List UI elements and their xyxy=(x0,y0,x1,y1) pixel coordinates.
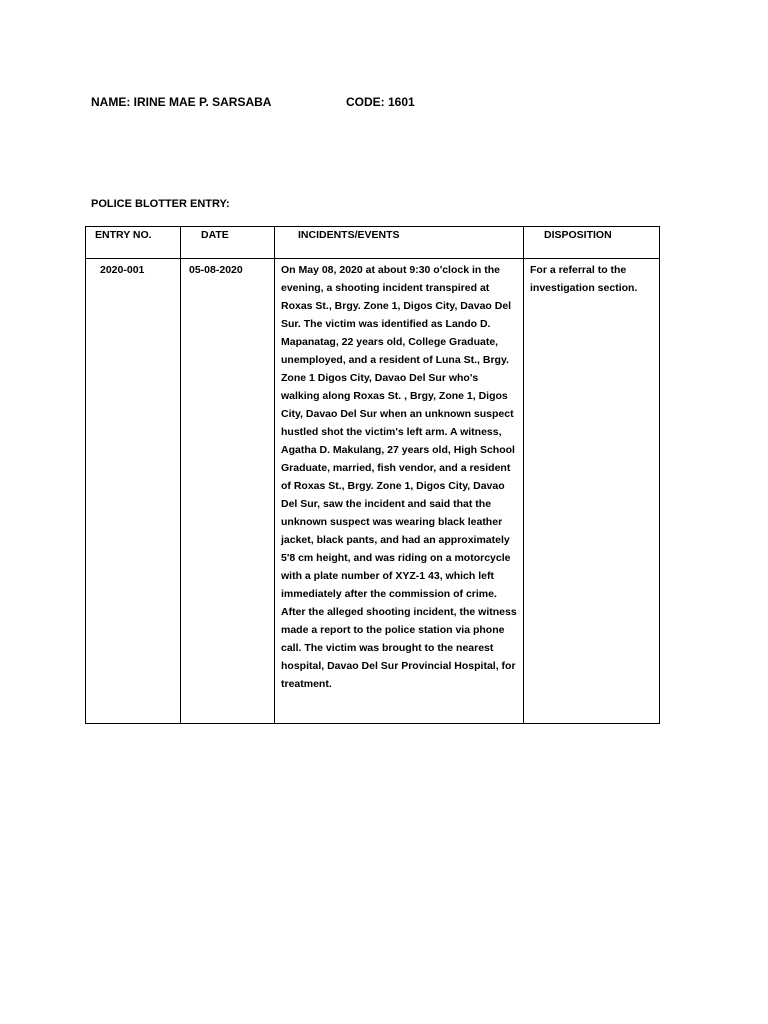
column-header-label: DISPOSITION xyxy=(544,229,612,241)
code-label: CODE: 1601 xyxy=(346,95,415,109)
cell-entry-no xyxy=(86,259,181,724)
column-header-entry-no xyxy=(86,227,181,259)
name-label: NAME: IRINE MAE P. SARSABA xyxy=(91,95,272,109)
police-blotter-table xyxy=(85,226,660,724)
table-header-row xyxy=(86,227,660,259)
incident-text: On May 08, 2020 at about 9:30 o'clock in the evening, a shooting incident transpired at Roxas St., Brgy. Zone 1, Digos City, Davao Del Sur. The victim was identified as Lando D. Mapanatag, 22 years old, College Graduate, unemployed, and a resident of Luna St., Brgy. Zone 1 Digos City, Davao Del Sur who's walking along Roxas St. , Brgy, Zone 1, Digos City, Davao Del Sur when an unknown suspect hustled shot the victim's left arm. A witness, Agatha D. Makulang, 27 years old, High School Graduate, married, fish vendor, and a resident of Roxas St., Brgy. Zone 1, Digos City, Davao Del Sur, saw the incident and said that the unknown suspect was wearing black leather jacket, black pants, and had an approximately 5'8 cm height, and was riding on a motorcycle with a plate number of XYZ-1 43, which left immediately after the commission of crime. After the alleged shooting incident, the witness made a report to the police station via phone call. The victim was brought to the nearest hospital, Davao Del Sur Provincial Hospital, for treatment. xyxy=(281,264,517,690)
disposition-text: For a referral to the investigation section. xyxy=(530,264,638,294)
entry-no-value: 2020-001 xyxy=(100,264,145,276)
column-header-date xyxy=(181,227,275,259)
table-row xyxy=(86,259,660,724)
column-header-label: DATE xyxy=(201,229,229,241)
column-header-incidents xyxy=(275,227,524,259)
cell-incident xyxy=(275,259,524,724)
section-title: POLICE BLOTTER ENTRY: xyxy=(91,198,230,210)
cell-date xyxy=(181,259,275,724)
date-value: 05-08-2020 xyxy=(189,264,243,276)
column-header-disposition xyxy=(524,227,660,259)
cell-disposition xyxy=(524,259,660,724)
column-header-label: ENTRY NO. xyxy=(95,229,152,241)
column-header-label: INCIDENTS/EVENTS xyxy=(298,229,400,241)
